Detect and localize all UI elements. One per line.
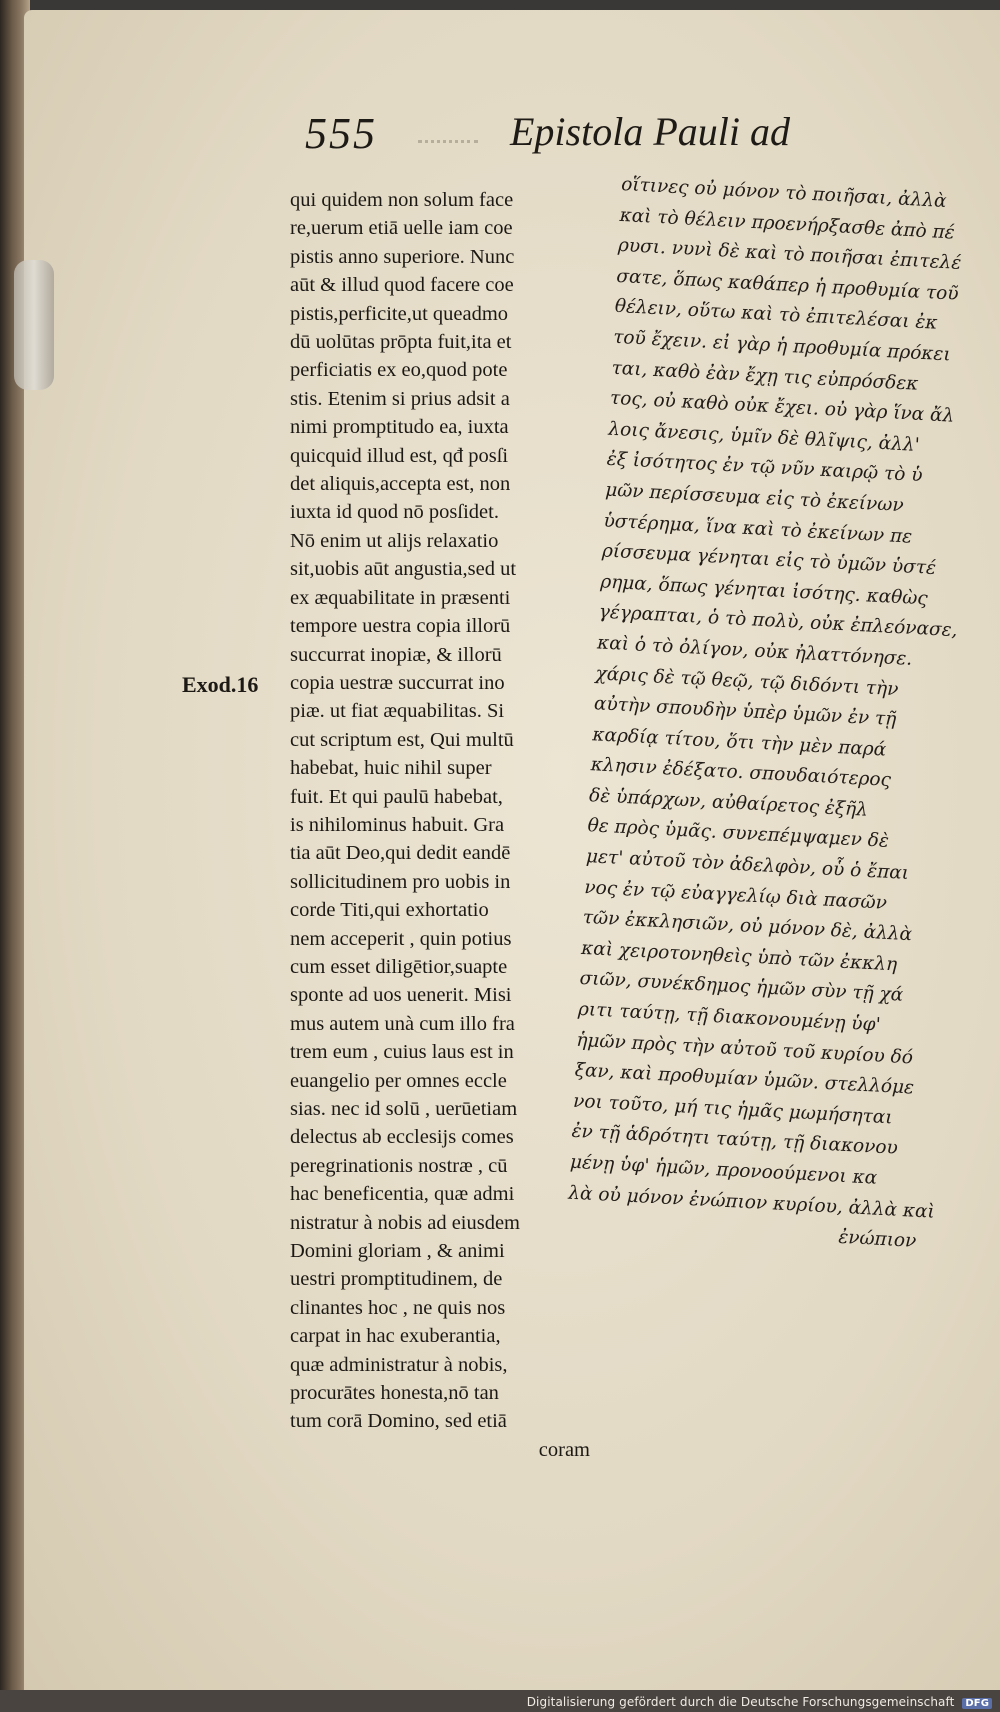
text-line: λοις ἄνεσις, ὑμῖν δὲ θλῖψις, ἀλλ'	[607, 418, 921, 456]
text-line: sollicitudinem pro uobis in	[290, 870, 511, 893]
text-line: τῶν ἐκκλησιῶν, οὐ μόνον δὲ, ἀλλὰ	[582, 907, 913, 946]
text-line: trem eum , cuius laus est in	[290, 1041, 514, 1064]
text-line: σατε, ὅπως καθάπερ ἡ προθυμία τοῦ	[615, 265, 960, 305]
text-line: cum esset diligētior,suapte	[290, 955, 508, 978]
text-line: uestri promptitudinem, de	[290, 1268, 503, 1291]
text-line: αὐτὴν σπουδὴν ὑπὲρ ὑμῶν ἐν τῇ	[593, 693, 897, 731]
text-line: mus autem unà cum illo fra	[290, 1012, 515, 1035]
text-line: nem acceperit , quin potius	[290, 927, 512, 950]
text-line: tum corā Domino, sed etiā	[290, 1410, 507, 1433]
text-line: habebat, huic nihil super	[290, 757, 492, 780]
text-line: copia uestræ succurrat ino	[290, 671, 505, 694]
text-line: det aliquis,accepta est, non	[290, 473, 511, 496]
text-line: ρίσσευμα γένηται εἰς τὸ ὑμῶν ὑστέ	[601, 540, 937, 580]
greek-text-column	[566, 170, 1000, 1259]
text-line: nistratur à nobis ad eiusdem	[290, 1211, 521, 1234]
text-line: sias. nec id solū , uerūetiam	[290, 1098, 518, 1120]
text-line: χάρις δὲ τῷ θεῷ, τῷ διδόντι τὴν	[595, 662, 899, 700]
text-line: ὑστέρημα, ἵνα καὶ τὸ ἐκείνων πε	[603, 510, 913, 548]
text-line: θε πρὸς ὑμᾶς. συνεπέμψαμεν δὲ	[587, 815, 890, 853]
header-ornament	[418, 126, 478, 143]
text-line: aūt & illud quod facere coe	[290, 274, 514, 297]
text-line: re,uerum etiā uelle iam coe	[290, 217, 513, 240]
text-line: ρημα, ὅπως γένηται ἰσότης. καθὼς	[599, 571, 929, 610]
digitization-text: Digitalisierung gefördert durch die Deutsche Forschungsgemeinschaft	[526, 1695, 955, 1709]
running-title: Epistola Pauli ad	[510, 109, 790, 154]
text-line: peregrinationis nostræ , cū	[290, 1154, 508, 1177]
text-line: λὰ οὐ μόνον ἐνώπιον κυρίου, ἀλλὰ καὶ	[567, 1182, 936, 1223]
text-line: clinantes hoc , ne quis nos	[290, 1296, 506, 1319]
text-line: Nō enim ut alijs relaxatio	[290, 529, 499, 552]
text-line: ται, καθὸ ἐὰν ἔχῃ τις εὐπρόσδεκ	[611, 357, 919, 395]
text-line: tempore uestra copia illorū	[290, 615, 511, 638]
latin-text-column	[290, 186, 590, 1464]
text-line: delectus ab ecclesijs comes	[290, 1126, 514, 1149]
text-line: καὶ χειροτονηθεὶς ὑπὸ τῶν ἐκκλη	[580, 937, 898, 976]
text-line: ex æquabilitate in præsenti	[290, 586, 511, 609]
text-line: καὶ τὸ θέλειν προενήρξασθε ἀπὸ πέ	[619, 204, 956, 244]
text-line: θέλειν, οὕτω καὶ τὸ ἐπιτελέσαι ἐκ	[614, 296, 938, 335]
text-line: cut scriptum est, Qui multū	[290, 728, 514, 751]
dfg-logo: DFG	[962, 1698, 992, 1709]
text-line: καὶ ὁ τὸ ὀλίγον, οὐκ ἠλαττόνησε.	[596, 632, 913, 670]
text-line: iuxta id quod nō posſidet.	[290, 501, 499, 524]
text-line: quicquid illud est, qđ posſi	[290, 444, 509, 467]
text-line: procurātes honesta,nō tan	[290, 1382, 499, 1405]
text-line: sit,uobis aūt angustia,sed ut	[290, 558, 517, 581]
text-line: Domini gloriam , & animi	[290, 1240, 505, 1263]
text-line: pistis,perficite,ut queadmo	[290, 302, 509, 325]
text-line: γέγραπται, ὁ τὸ πολὺ, οὐκ ἐπλεόνασε,	[598, 601, 958, 642]
text-line: tia aūt Deo,qui dedit eandē	[290, 842, 511, 865]
text-line: δὲ ὑπάρχων, αὐθαίρετος ἐξῆλ	[588, 785, 869, 821]
digitization-note	[527, 1695, 992, 1709]
text-line: perficiatis ex eo,quod pote	[290, 359, 508, 382]
text-line: is nihilominus habuit. Gra	[290, 813, 505, 836]
margin-note: Exod.16	[182, 672, 259, 697]
text-line: νοι τοῦτο, μή τις ἡμᾶς μωμήσηται	[572, 1090, 894, 1129]
page-number: 555	[305, 109, 377, 158]
text-line: qui quidem non solum face	[290, 189, 514, 211]
text-line: ἐν τῇ ἁδρότητι ταύτῃ, τῇ διακονου	[571, 1121, 899, 1160]
text-line: piæ. ut fiat æquabilitas. Si	[290, 700, 505, 723]
text-line: fuit. Et qui paulū habebat,	[290, 785, 503, 808]
text-line: καρδίᾳ τίτου, ὅτι τὴν μὲν παρά	[591, 723, 887, 761]
text-line: σιῶν, συνέκδημος ἡμῶν σὺν τῇ χά	[579, 968, 904, 1007]
text-line: μετ' αὐτοῦ τὸν ἀδελφὸν, οὗ ὁ ἔπαι	[585, 846, 910, 885]
text-line: sponte ad uos uenerit. Misi	[290, 984, 512, 1007]
text-line: stis. Etenim si prius adsit a	[290, 387, 510, 410]
text-line: ἐνώπιον	[837, 1226, 917, 1253]
text-line: τος, οὐ καθὸ οὐκ ἔχει. οὐ γὰρ ἵνα ἄλ	[609, 387, 955, 427]
text-line: μένῃ ὑφ' ἡμῶν, προνοούμενοι κα	[569, 1151, 878, 1189]
text-line: pistis anno superiore. Nunc	[290, 245, 515, 268]
text-line: coram	[538, 1438, 590, 1461]
text-line: ρυσι. νυνὶ δὲ καὶ τὸ ποιῆσαι ἐπιτελέ	[617, 235, 962, 275]
text-line: hac beneficentia, quæ admi	[290, 1183, 515, 1206]
text-line: κλησιν ἐδέξατο. σπουδαιότερος	[590, 754, 892, 792]
text-line: μῶν περίσσευμα εἰς τὸ ἐκείνων	[604, 479, 905, 517]
text-line: quæ administratur à nobis,	[290, 1353, 508, 1376]
text-line: τοῦ ἔχειν. εἰ γὰρ ἡ προθυμία πρόκει	[612, 326, 952, 366]
text-line: euangelio per omnes eccle	[290, 1069, 507, 1092]
text-line: nimi promptitudo ea, iuxta	[290, 416, 509, 439]
footer-band	[0, 1690, 1000, 1712]
text-line: dū uolūtas prōpta fuit,ita et	[290, 331, 512, 354]
text-line: succurrat inopiæ, & illorū	[290, 643, 502, 666]
text-line: οἵτινες οὐ μόνον τὸ ποιῆσαι, ἀλλὰ	[620, 173, 948, 213]
text-line: ξαν, καὶ προθυμίαν ὑμῶν. στελλόμε	[574, 1059, 915, 1099]
page-clip	[14, 260, 54, 390]
text-line: νος ἐν τῷ εὐαγγελίῳ διὰ πασῶν	[583, 876, 888, 914]
text-line: corde Titi,qui exhortatio	[290, 899, 489, 922]
text-line: ριτι ταύτῃ, τῇ διακονουμένῃ ὑφ'	[577, 998, 882, 1036]
text-line: ἐξ ἰσότητος ἐν τῷ νῦν καιρῷ τὸ ὑ	[606, 448, 923, 487]
text-line: carpat in hac exuberantia,	[290, 1325, 501, 1348]
text-line: ἡμῶν πρὸς τὴν αὐτοῦ τοῦ κυρίου δό	[575, 1029, 914, 1069]
